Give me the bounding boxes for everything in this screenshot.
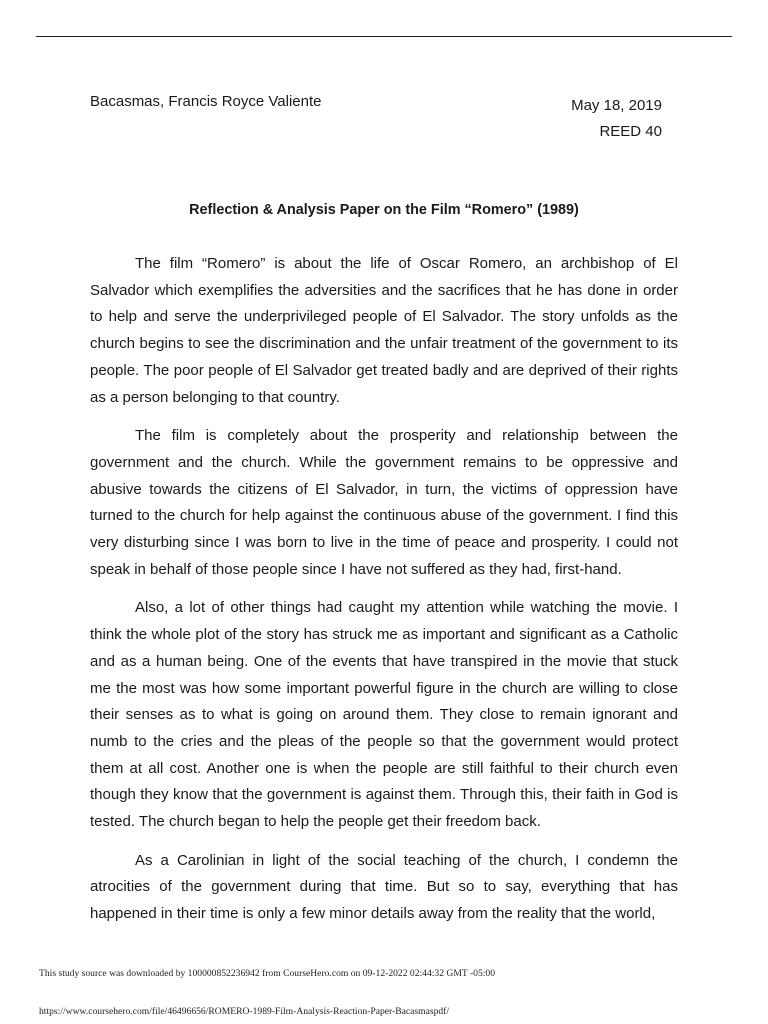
- paper-title: Reflection & Analysis Paper on the Film “Romero” (1989): [189, 202, 579, 218]
- paragraph-3: Also, a lot of other things had caught my attention while watching the movie. I think the whole plot of the story has struck me as important and significant as a Catholic and as a human being. One of the events that have transpired in the movie that stuck me the most was how some important powerful figure in the church are willing to close their senses as to what is going on around them. They close to remain ignorant and numb to the cries and the pleas of the people so that the government would protect them at all cost. Another one is when the people are still faithful to their church even though they know that the government is against them. Through this, their faith in God is tested. The church began to help the people get their freedom back.: [90, 599, 678, 831]
- course-code: REED 40: [599, 123, 662, 140]
- header-right: [571, 93, 662, 145]
- author-name: Bacasmas, Francis Royce Valiente: [90, 93, 322, 110]
- paragraph-4: As a Carolinian in light of the social teaching of the church, I condemn the atrocities of the government during that time. But so to say, everything that has happened in their time is only a few minor details away from the reality that the world,: [90, 851, 678, 923]
- paragraph-1: The film “Romero” is about the life of Oscar Romero, an archbishop of El Salvador which exemplifies the adversities and the sacrifices that he has done in order to help and serve the underprivileged people of El Salvador. The story unfolds as the church begins to see the discrimination and the unfair treatment of the government to its people. The poor people of El Salvador get treated badly and are deprived of their rights as a person belonging to that country.: [90, 255, 678, 406]
- top-rule: [36, 36, 732, 37]
- paper-body: [90, 251, 678, 940]
- source-url-link[interactable]: https://www.coursehero.com/file/46496656/ROMERO-1989-Film-Analysis-Reaction-Paper-Bacasmaspdf/: [39, 1006, 450, 1017]
- download-source-note: This study source was downloaded by 100000852236942 from CourseHero.com on 09-12-2022 02:44:32 GMT -05:00: [39, 968, 496, 979]
- paragraph-2: The film is completely about the prosperity and relationship between the government and the church. While the government remains to be oppressive and abusive towards the citizens of El Salvador, in turn, the victims of oppression have turned to the church for help against the continuous abuse of the government. I find this very disturbing since I was born to live in the time of peace and prosperity. I could not speak in behalf of those people since I have not suffered as they had, first-hand.: [90, 427, 678, 578]
- date: May 18, 2019: [571, 97, 662, 114]
